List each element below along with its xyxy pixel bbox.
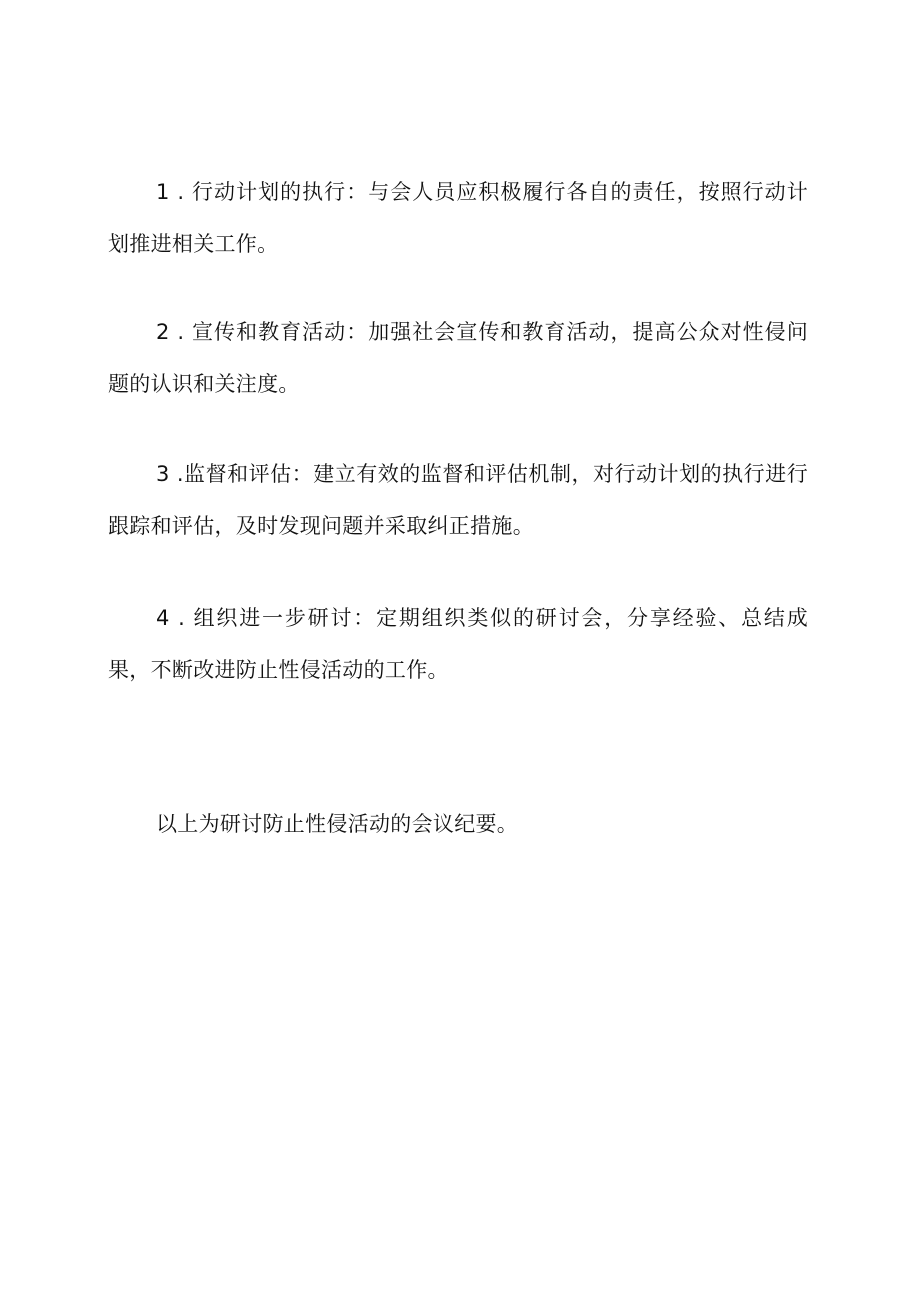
action-item-4: 4 . 组织进一步研讨：定期组织类似的研讨会，分享经验、总结成果，不断改进防止性侵活动的工作。	[108, 606, 808, 682]
action-item-3: 3 .监督和评估：建立有效的监督和评估机制，对行动计划的执行进行跟踪和评估，及时发现问题并采取纠正措施。	[108, 462, 808, 538]
action-item-1: 1 . 行动计划的执行：与会人员应积极履行各自的责任，按照行动计划推进相关工作。	[108, 180, 808, 256]
closing-statement: 以上为研讨防止性侵活动的会议纪要。	[156, 812, 519, 836]
action-item-2: 2 . 宣传和教育活动：加强社会宣传和教育活动，提高公众对性侵问题的认识和关注度。	[108, 320, 808, 396]
